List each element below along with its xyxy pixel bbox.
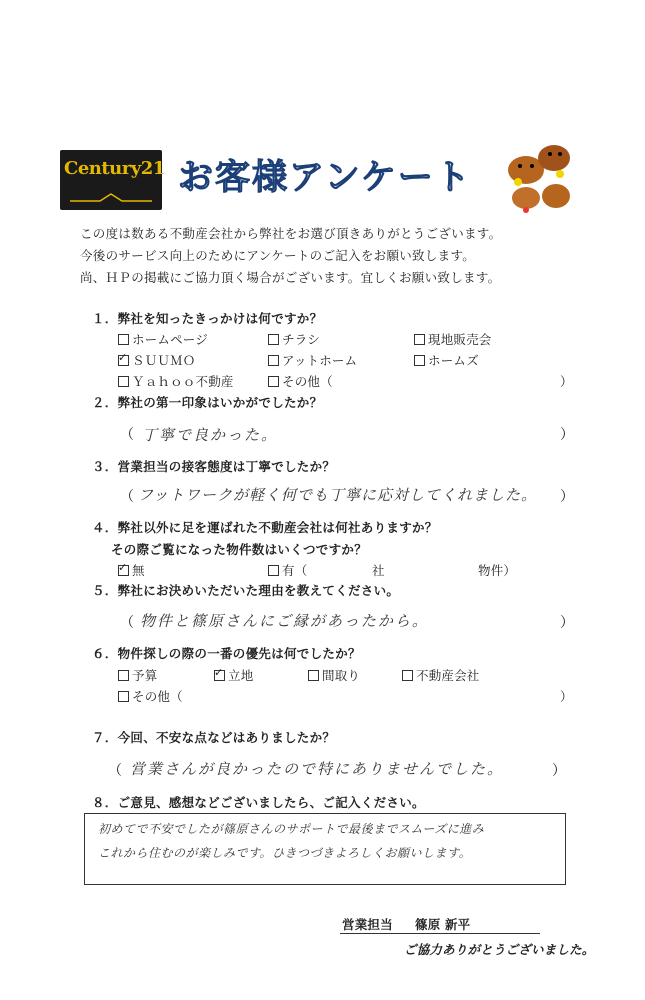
q7-close-paren: ） <box>552 763 566 779</box>
q2-close-paren: ） <box>560 427 574 443</box>
q2-open-paren: （ <box>120 427 134 443</box>
q1-label: １．弊社を知ったきっかけは何ですか？ <box>92 311 323 326</box>
checkbox[interactable] <box>268 334 279 345</box>
q7-open-paren: （ <box>108 763 122 779</box>
q1-other-close: ） <box>560 374 573 389</box>
house-icon <box>70 192 152 202</box>
comment-line-2: これから住むのが楽しみです。ひきつづきよろしくお願いします。 <box>98 846 472 860</box>
comment-line-1: 初めてで不安でしたが篠原さんのサポートで最後までスムーズに進み <box>98 822 485 836</box>
q6-other-close: ） <box>560 689 573 704</box>
q5-label: ５．弊社にお決めいただいた理由を教えてください。 <box>92 583 400 598</box>
signature-line <box>340 933 540 934</box>
q4-option-none[interactable]: ✓無 <box>118 561 145 579</box>
checkbox[interactable] <box>118 376 129 387</box>
q3-label: ３．営業担当の接客態度は丁寧でしたか？ <box>92 459 336 474</box>
checkbox-checked[interactable] <box>214 670 225 681</box>
checkbox[interactable] <box>268 376 279 387</box>
checkbox-checked[interactable] <box>118 355 129 366</box>
q6-label: ６．物件探しの際の一番の優先は何でしたか？ <box>92 646 361 661</box>
intro-line-3: 尚、ＨＰの掲載にご協力頂く場合がございます。宜しくお願い致します。 <box>80 270 501 285</box>
mascot-dogs-icon <box>496 108 578 218</box>
q7-label: ７．今回、不安な点などはありましたか？ <box>92 730 336 745</box>
checkbox[interactable] <box>414 334 425 345</box>
q5-open-paren: （ <box>120 615 134 631</box>
q3-close-paren: ） <box>560 489 574 505</box>
q1-option-athome[interactable]: アットホーム <box>268 351 357 369</box>
thanks-text: ご協力ありがとうございました。 <box>404 942 595 957</box>
logo-text: Century21 <box>64 158 165 179</box>
staff-name: 篠原 新平 <box>415 917 471 932</box>
q4-label-2: その際ご覧になった物件数はいくつですか？ <box>111 542 368 557</box>
q5-close-paren: ） <box>560 615 574 631</box>
checkbox[interactable] <box>268 565 279 576</box>
q1-option-flyer[interactable]: チラシ <box>268 330 320 348</box>
checkbox[interactable] <box>268 355 279 366</box>
q4-option-yes[interactable]: 有（ <box>268 561 307 579</box>
q1-option-yahoo[interactable]: Ｙａｈｏｏ不動産 <box>118 372 234 390</box>
q1-option-suumo[interactable]: ✓ＳＵＵＭＯ <box>118 351 196 369</box>
intro-line-2: 今後のサービス向上のためにアンケートのご記入をお願い致します。 <box>80 248 476 263</box>
checkbox[interactable] <box>118 670 129 681</box>
q8-label: ８．ご意見、感想などございましたら、ご記入ください。 <box>92 795 425 810</box>
checkbox[interactable] <box>118 334 129 345</box>
q6-option-other[interactable]: その他（ <box>118 687 183 705</box>
checkbox-checked[interactable] <box>118 565 129 576</box>
q6-option-layout[interactable]: 間取り <box>308 666 360 684</box>
q4-company-unit: 社 <box>372 563 385 578</box>
q1-option-homes[interactable]: ホームズ <box>414 351 479 369</box>
century21-logo <box>60 150 165 210</box>
q7-answer[interactable]: 営業さんが良かったので特にありませんでした。 <box>130 760 505 778</box>
q3-answer[interactable]: フットワークが軽く何でも丁寧に応対してくれました。 <box>138 486 537 504</box>
q3-open-paren: （ <box>120 489 134 505</box>
checkbox[interactable] <box>414 355 425 366</box>
q6-option-budget[interactable]: 予算 <box>118 666 157 684</box>
q5-answer[interactable]: 物件と篠原さんにご縁があったから。 <box>140 612 429 630</box>
checkbox[interactable] <box>118 691 129 702</box>
checkbox[interactable] <box>308 670 319 681</box>
q6-option-location[interactable]: ✓ 立地 <box>214 666 253 684</box>
staff-label: 営業担当 <box>342 917 393 932</box>
q6-option-company[interactable]: 不動産会社 <box>402 666 480 684</box>
q1-option-homepage[interactable]: ホームページ <box>118 330 208 348</box>
q1-option-other[interactable]: その他（ <box>268 372 333 390</box>
intro-line-1: この度は数ある不動産会社から弊社をお選び頂きありがとうございます。 <box>80 226 502 241</box>
page-title: お客様アンケート <box>178 157 472 198</box>
q2-label: ２．弊社の第一印象はいかがでしたか？ <box>92 395 323 410</box>
q4-label: ４．弊社以外に足を運ばれた不動産会社は何社ありますか？ <box>92 520 438 535</box>
q4-properties-unit: 物件） <box>478 563 517 578</box>
checkbox[interactable] <box>402 670 413 681</box>
q1-option-open-house[interactable]: 現地販売会 <box>414 330 492 348</box>
q2-answer[interactable]: 丁寧で良かった。 <box>142 426 279 444</box>
